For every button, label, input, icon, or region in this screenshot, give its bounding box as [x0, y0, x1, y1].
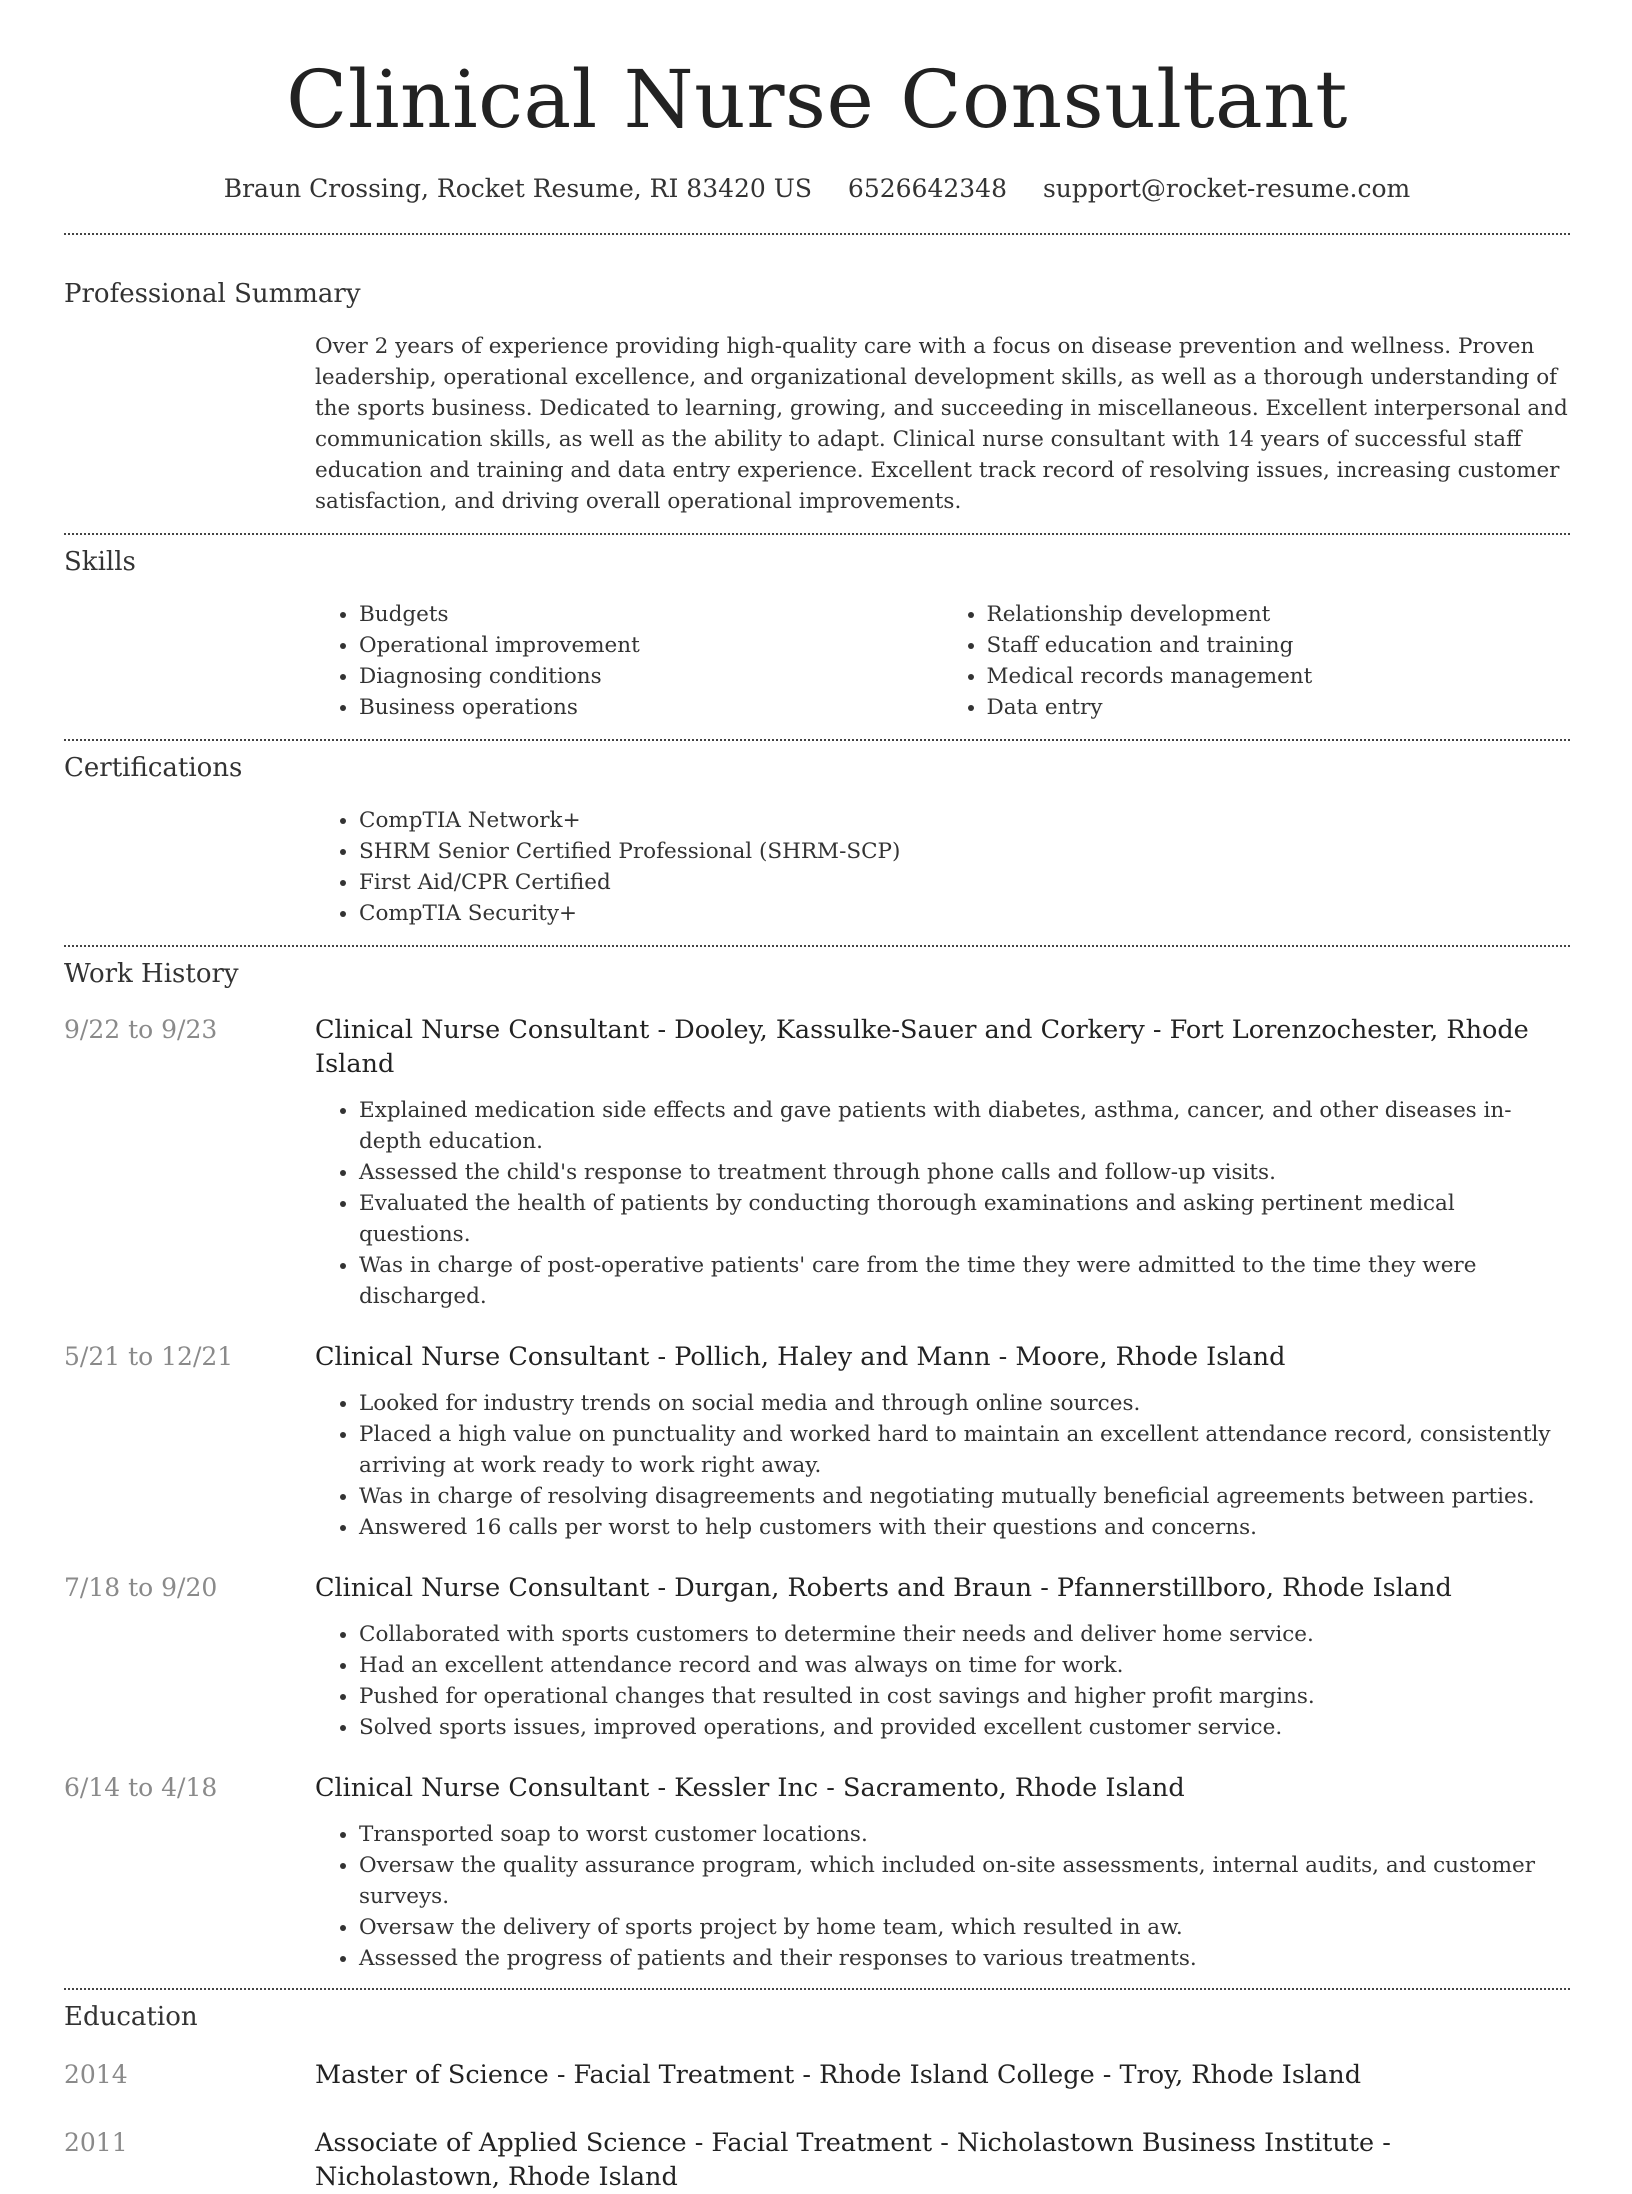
skill-item: • Business operations — [359, 692, 943, 723]
skill-item: • Relationship development — [987, 599, 1571, 630]
certification-item: • First Aid/CPR Certified — [359, 867, 1570, 898]
certifications-heading: Certifications — [64, 753, 243, 783]
certification-item: • CompTIA Network+ — [359, 805, 1570, 836]
job-bullets — [315, 1388, 1570, 1543]
skill-item: • Medical records management — [987, 661, 1571, 692]
job-heading: Clinical Nurse Consultant - Durgan, Roberts and Braun - Pfannerstillboro, Rhode Island — [315, 1573, 1452, 1603]
job-entry — [64, 1013, 1570, 1312]
education-heading-line: Associate of Applied Science - Facial Treatment - Nicholastown Business Institute - Nicholastown, Rhode Island — [315, 2128, 1391, 2192]
skills-list — [315, 599, 1570, 723]
job-bullet: • Evaluated the health of patients by conducting thorough examinations and asking pertinent medical questions. — [359, 1188, 1570, 1250]
job-dates: 6/14 to 4/18 — [64, 1773, 218, 1802]
job-dates: 9/22 to 9/23 — [64, 1015, 218, 1044]
job-bullet: • Solved sports issues, improved operations, and provided excellent customer service. — [359, 1712, 1570, 1743]
skill-item: • Diagnosing conditions — [359, 661, 943, 692]
education-heading-line: Master of Science - Facial Treatment - Rhode Island College - Troy, Rhode Island — [315, 2060, 1362, 2090]
skill-item: • Budgets — [359, 599, 943, 630]
job-heading: Clinical Nurse Consultant - Pollich, Haley and Mann - Moore, Rhode Island — [315, 1342, 1286, 1372]
education-year: 2014 — [64, 2060, 128, 2089]
education-heading: Education — [64, 2002, 198, 2032]
education-year: 2011 — [64, 2128, 128, 2157]
work-history-heading: Work History — [64, 959, 239, 989]
job-bullet: • Collaborated with sports customers to determine their needs and deliver home service. — [359, 1619, 1570, 1650]
summary-heading: Professional Summary — [64, 279, 361, 309]
skill-item: • Staff education and training — [987, 630, 1571, 661]
contact-phone: 6526642348 — [847, 174, 1007, 203]
job-heading: Clinical Nurse Consultant - Dooley, Kassulke-Sauer and Corkery - Fort Lorenzochester, Rhode Island — [315, 1015, 1529, 1079]
job-bullet: • Oversaw the quality assurance program, which included on-site assessments, internal audits, and customer surveys. — [359, 1850, 1570, 1912]
job-bullet: • Looked for industry trends on social media and through online sources. — [359, 1388, 1570, 1419]
skill-item: • Operational improvement — [359, 630, 943, 661]
job-bullet: • Was in charge of resolving disagreements and negotiating mutually beneficial agreements between parties. — [359, 1481, 1570, 1512]
job-bullet: • Transported soap to worst customer locations. — [359, 1819, 1570, 1850]
job-dates: 5/21 to 12/21 — [64, 1342, 234, 1371]
job-entry — [64, 1571, 1570, 1743]
job-bullets — [315, 1095, 1570, 1312]
job-bullet: • Assessed the child's response to treatment through phone calls and follow-up visits. — [359, 1157, 1570, 1188]
job-entry — [64, 1340, 1570, 1543]
education-entry — [64, 2058, 1570, 2092]
job-bullets — [315, 1619, 1570, 1743]
skills-column-left — [315, 599, 943, 723]
certification-item: • CompTIA Security+ — [359, 898, 1570, 929]
skills-column-right — [943, 599, 1571, 723]
job-bullet: • Explained medication side effects and gave patients with diabetes, asthma, cancer, and other diseases in-depth education. — [359, 1095, 1570, 1157]
job-bullet: • Placed a high value on punctuality and worked hard to maintain an excellent attendance record, consistently arriving at work ready to work right away. — [359, 1419, 1570, 1481]
certifications-list — [315, 805, 1570, 929]
job-bullet: • Had an excellent attendance record and was always on time for work. — [359, 1650, 1570, 1681]
contact-address: Braun Crossing, Rocket Resume, RI 83420 US — [223, 174, 812, 203]
section-divider — [64, 1988, 1570, 1990]
section-divider — [64, 233, 1570, 235]
job-entry — [64, 1771, 1570, 1974]
job-bullet: • Oversaw the delivery of sports project by home team, which resulted in aw. — [359, 1912, 1570, 1943]
job-bullet: • Pushed for operational changes that resulted in cost savings and higher profit margins. — [359, 1681, 1570, 1712]
job-heading: Clinical Nurse Consultant - Kessler Inc - Sacramento, Rhode Island — [315, 1773, 1185, 1803]
contact-email: support@rocket-resume.com — [1042, 174, 1411, 203]
certification-item: • SHRM Senior Certified Professional (SHRM-SCP) — [359, 836, 1570, 867]
summary-text: Over 2 years of experience providing high-quality care with a focus on disease prevention and wellness. Proven leadership, operational excellence, and organizational development skills, as well as a thorough understanding of the sports business. Dedicated to learning, growing, and succeeding in miscellaneous. Excellent interpersonal and communication skills, as well as the ability to adapt. Clinical nurse consultant with 14 years of successful staff education and training and data entry experience. Excellent track record of resolving issues, increasing customer satisfaction, and driving overall operational improvements. — [315, 334, 1568, 514]
skill-item: • Data entry — [987, 692, 1571, 723]
job-bullet: • Was in charge of post-operative patients' care from the time they were admitted to the time they were discharged. — [359, 1250, 1570, 1312]
job-bullet: • Answered 16 calls per worst to help customers with their questions and concerns. — [359, 1512, 1570, 1543]
education-entry — [64, 2126, 1570, 2194]
job-dates: 7/18 to 9/20 — [64, 1573, 218, 1602]
resume-page — [64, 0, 1570, 2194]
candidate-name: Clinical Nurse Consultant — [286, 53, 1348, 146]
job-bullet: • Assessed the progress of patients and their responses to various treatments. — [359, 1943, 1570, 1974]
section-divider — [64, 739, 1570, 741]
section-divider — [64, 945, 1570, 947]
skills-heading: Skills — [64, 547, 136, 577]
section-divider — [64, 533, 1570, 535]
job-bullets — [315, 1819, 1570, 1974]
contact-line — [64, 172, 1570, 206]
